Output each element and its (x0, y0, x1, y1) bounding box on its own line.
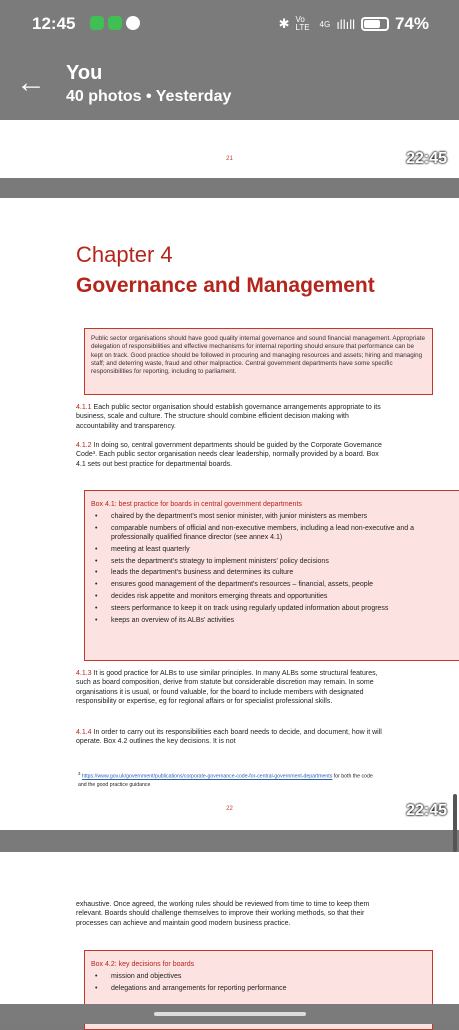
signal-icon: ıllıll (336, 16, 355, 32)
list-item: • mission and objectives (91, 972, 426, 981)
photo-page-23[interactable] (0, 852, 459, 1024)
box-title: Box 4.2: key decisions for boards (91, 961, 195, 968)
back-arrow-icon[interactable]: ← (16, 66, 46, 99)
messages-icon (90, 16, 104, 30)
paragraph-4-1-3 (76, 669, 382, 707)
list-item: • delegations and arrangements for reporting performance (91, 984, 426, 993)
page-text: exhaustive. Once agreed, the working rules should be reviewed from time to time to keep them relevant. Boards should challenge themselves to improve their working methods, so that their processes can achieve and maintain good modern business practice. (76, 901, 370, 927)
list-item: • steers performance to keep it on track using regularly updated information about progress (91, 604, 454, 613)
phone-icon (108, 16, 122, 30)
list-item: • decides risk appetite and monitors emerging threats and opportunities (91, 592, 454, 601)
app-bar (0, 50, 459, 120)
photo-page-21[interactable] (0, 120, 459, 178)
paragraph-4-1-1 (76, 403, 382, 431)
paragraph-number: 4.1.1 (76, 404, 92, 411)
box-4-2-list (91, 972, 426, 993)
app-icon (126, 16, 140, 30)
battery-percent: 74% (394, 14, 429, 33)
summary-box (84, 328, 433, 395)
paragraph-text: In order to carry out its responsibilities each board needs to decide, and document, how it will operate. Box 4.2 outlines the key decisions. It is not (76, 729, 382, 746)
photo-timestamp: 22:45 (406, 802, 447, 819)
navigation-bar (0, 1004, 459, 1024)
battery-fill (364, 20, 380, 28)
page-number: 21 (226, 156, 233, 162)
photo-timestamp: 22:45 (406, 150, 447, 167)
album-title: You (66, 62, 103, 84)
list-item: • chaired by the department's most senior minister, with junior ministers as members (91, 512, 454, 521)
battery-icon (361, 17, 389, 31)
paragraph-number: 4.1.4 (76, 729, 92, 736)
chapter-label: Chapter 4 (76, 242, 173, 267)
footnote-link[interactable]: https://www.gov.uk/government/publications/corporate-governance-code-for-central-government-departments (81, 773, 333, 780)
footnote-marker: 3 (78, 771, 81, 776)
paragraph-4-1-4 (76, 728, 382, 747)
list-item: • leads the department's business and determines its culture (91, 568, 454, 577)
network-type: 4G (319, 19, 331, 29)
box-4-1-list (91, 512, 454, 625)
box-4-1 (84, 490, 459, 661)
summary-text: Public sector organisations should have good quality internal governance and sound financial management. Appropriate delegation of responsibilities and effective mechanisms for internal reporting should ensure that performance can be kept on track. Good practice should be followed in procuring and managing resources and assets; hiring and managing staff; and deterring waste, fraud and other malpractice. Central government departments have some specific responsibilities for reporting, including to parliament. (91, 335, 425, 376)
status-bar (0, 0, 459, 50)
list-item: • keeps an overview of its ALBs' activities (91, 616, 454, 625)
volte-indicator: Vo LTE (295, 15, 310, 32)
album-subtitle: 40 photos • Yesterday (66, 88, 232, 105)
paragraph-text: It is good practice for ALBs to use similar principles. In many ALBs some structural features, such as board composition, derive from statute but considerable discretion may remain. In some organisations it is usual, or found valuable, for the board to include members with designated responsibility or expertise, eg for regional affairs or for specialist professional skills. (76, 670, 378, 706)
list-item: • ensures good management of the department's resources – financial, assets, people (91, 580, 454, 589)
photo-page-22[interactable] (0, 198, 459, 830)
list-item: • meeting at least quarterly (91, 545, 454, 554)
footnote (78, 770, 378, 789)
status-time: 12:45 (32, 14, 76, 33)
paragraph-text: In doing so, central government departments should be guided by the Corporate Governance Code³. Each public sector organisation needs clear leadership, normally provided by a board. Box 4.1 sets out best practice for departmental boards. (76, 442, 382, 468)
paragraph-text: Each public sector organisation should establish governance arrangements appropriate to its business, scale and culture. The structure should combine efficient decision making with accountability and transparency. (76, 404, 381, 430)
notification-icons (90, 16, 140, 30)
footnote-text: for both the code and the good practice guidance (78, 773, 373, 788)
page-number: 22 (226, 806, 233, 812)
list-item: • sets the department's strategy to implement ministers' policy decisions (91, 557, 454, 566)
scrollbar-thumb[interactable] (453, 794, 457, 852)
chapter-title: Governance and Management (76, 274, 375, 297)
box-title: Box 4.1: best practice for boards in central government departments (91, 501, 302, 508)
gesture-handle[interactable] (154, 1012, 306, 1016)
paragraph-number: 4.1.2 (76, 442, 92, 449)
system-indicators (279, 14, 429, 34)
paragraph-number: 4.1.3 (76, 670, 92, 677)
bluetooth-icon: ✱ (278, 16, 290, 31)
list-item: • comparable numbers of official and non-executive members, including a lead non-executive and a professionally qualified finance director (see annex 4.1) (91, 524, 454, 543)
paragraph-4-1-2 (76, 441, 382, 469)
